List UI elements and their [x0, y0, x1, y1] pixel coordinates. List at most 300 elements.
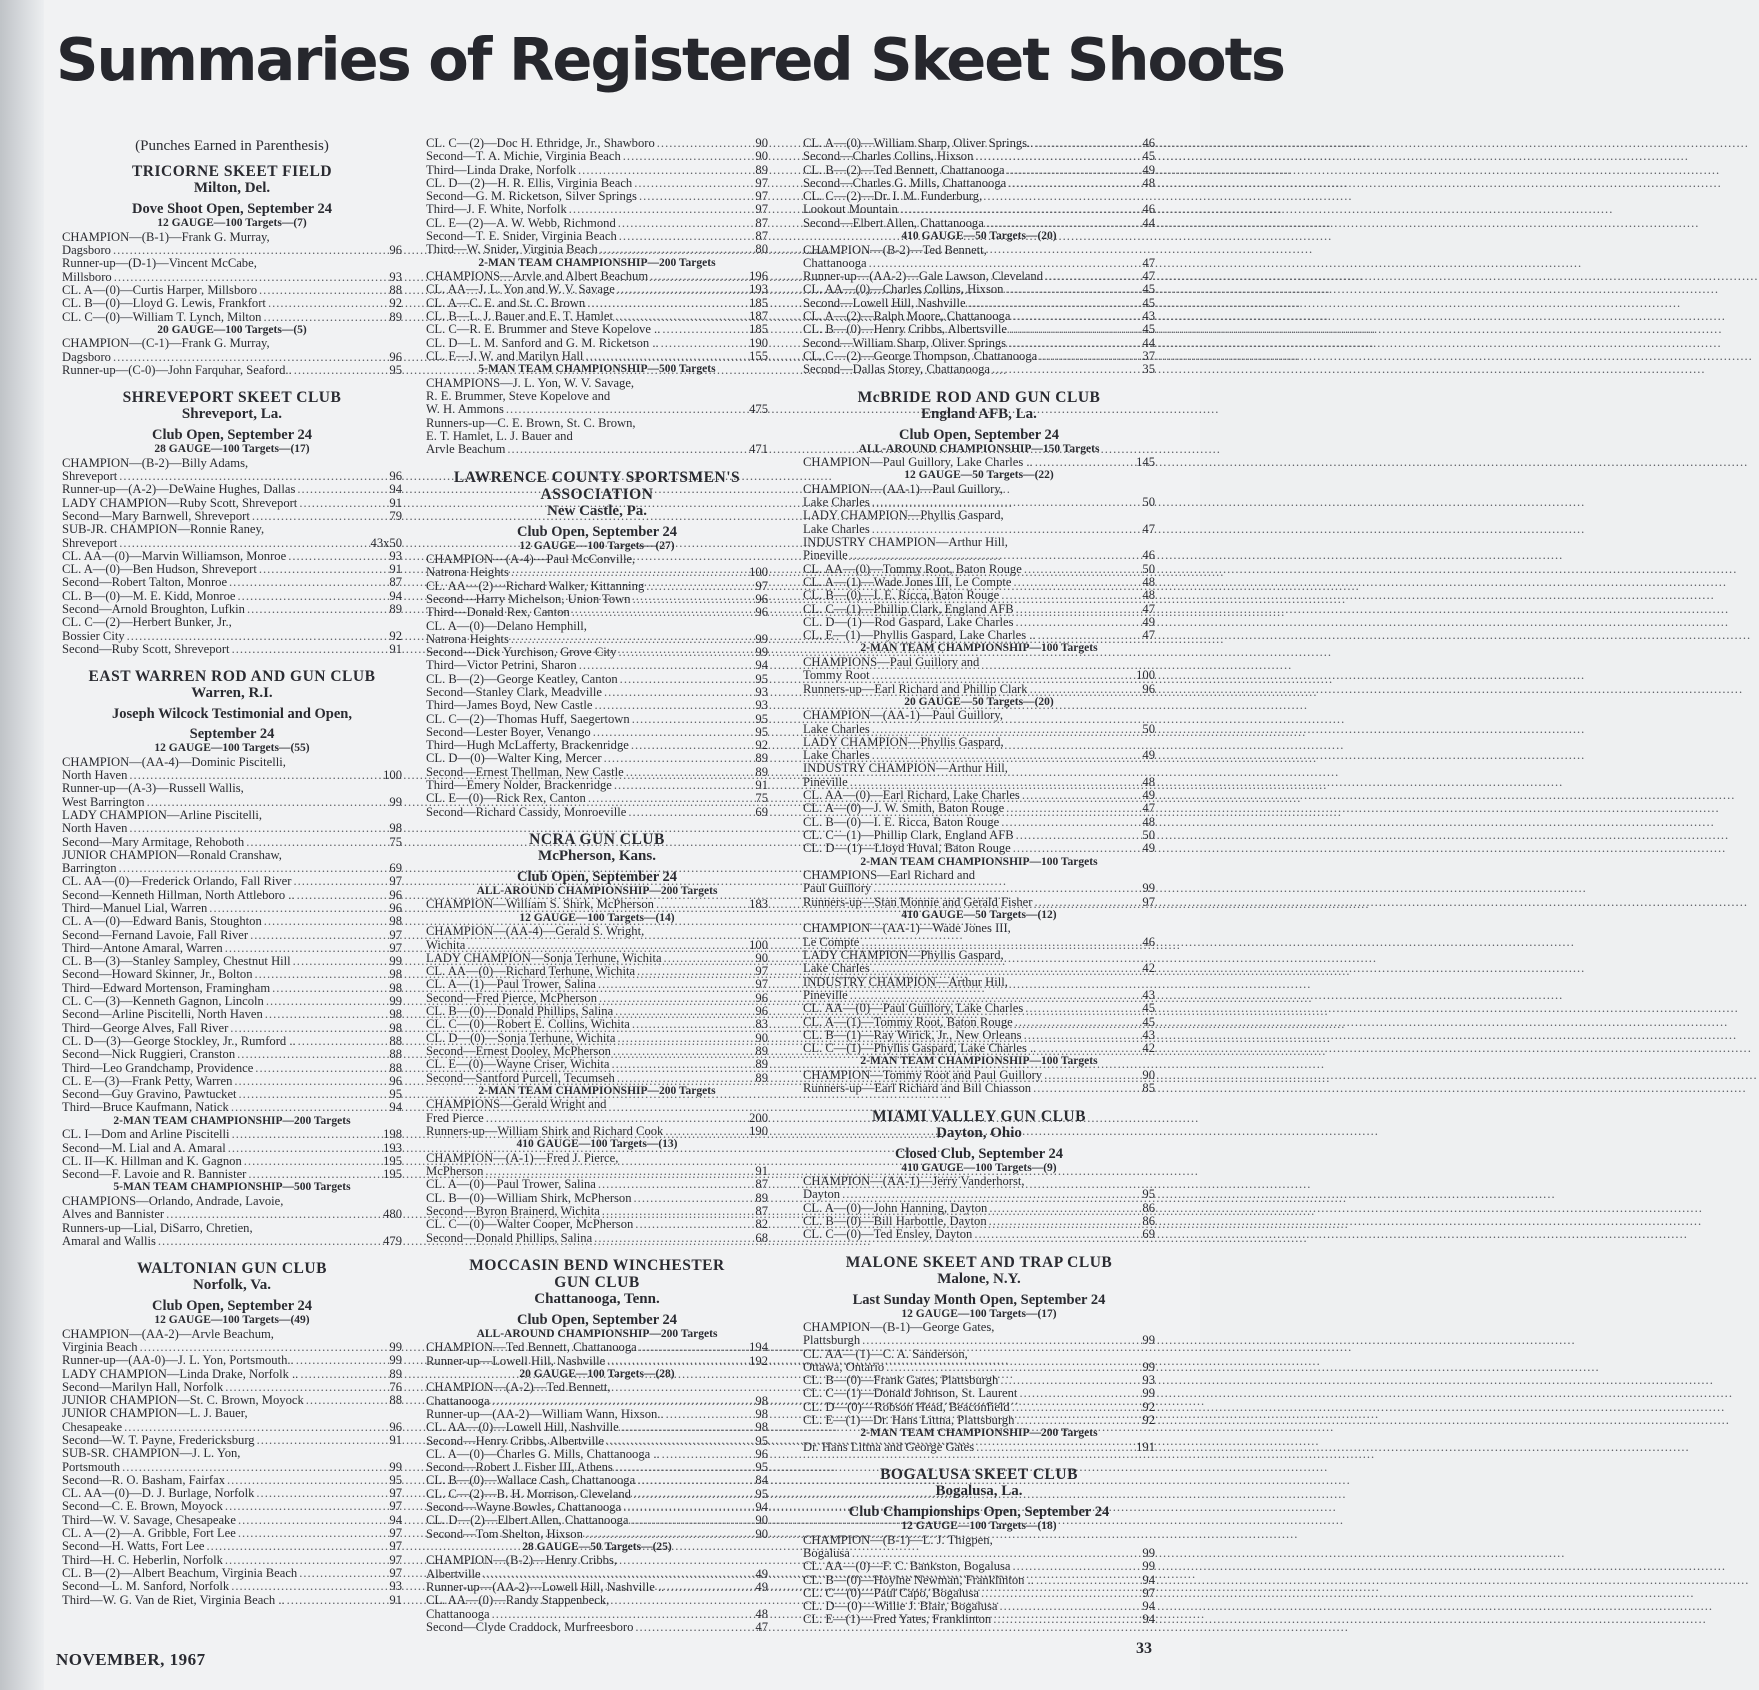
result-score: 98: [389, 980, 402, 995]
result-line: [426, 673, 768, 686]
result-entry: Second—Richard Cassidy, Monroeville: [426, 804, 627, 819]
result-score: 99: [1142, 881, 1155, 896]
dot-leader: [623, 150, 754, 163]
result-entry: Barrington: [62, 861, 117, 876]
result-score: 91: [389, 1432, 402, 1447]
dot-leader: [615, 1461, 754, 1474]
result-entry: CL. C—(0)—William T. Lynch, Milton: [62, 309, 262, 324]
dot-leader: [227, 1474, 387, 1487]
result-line: [426, 1514, 768, 1527]
result-entry: Dagsboro: [62, 243, 111, 258]
result-score: 48: [755, 1606, 768, 1621]
result-line: CL. AA—(0)—Randy Stappenbeck,: [426, 1593, 610, 1608]
result-line: [62, 497, 402, 510]
dot-leader: [607, 1355, 747, 1368]
dot-leader: [124, 1421, 387, 1434]
result-entry: CL. E—(0)—Rick Rex, Canton: [426, 791, 586, 806]
result-line: [803, 1002, 1155, 1015]
result-line: [62, 576, 402, 589]
result-line: [426, 978, 768, 991]
result-line: [803, 1560, 1155, 1573]
result-score: 46: [1142, 548, 1155, 563]
result-line: [426, 1005, 768, 1018]
result-line: [426, 177, 768, 190]
result-entry: Millsboro: [62, 269, 112, 284]
result-line: [62, 875, 402, 888]
result-line: CHAMPION—(AA-2)—Arvle Beachum,: [62, 1326, 274, 1341]
result-line: [62, 1514, 402, 1527]
club-location: Norfolk, Va.: [193, 1277, 271, 1294]
result-line: [803, 350, 1155, 363]
result-score: 90: [755, 149, 768, 164]
result-line: [426, 1448, 768, 1461]
result-entry: CL. C—(2)—George Thompson, Chattanooga: [803, 348, 1038, 363]
result-score: 185: [749, 295, 768, 310]
result-score: 48: [1142, 814, 1155, 829]
club-location: Milton, Del.: [193, 180, 271, 197]
dot-leader: [119, 470, 387, 483]
result-score: 44: [1142, 215, 1155, 230]
result-entry: Third—W. Snider, Virginia Beach: [426, 242, 598, 257]
result-score: 90: [755, 950, 768, 965]
result-entry: CL. A—(0)—Edward Banis, Stoughton: [62, 914, 262, 929]
result-line: [426, 1218, 768, 1231]
result-line: [803, 589, 1155, 602]
result-score: 88: [389, 1047, 402, 1062]
dot-leader: [129, 769, 381, 782]
result-score: 96: [389, 1419, 402, 1434]
result-score: 95: [389, 1472, 402, 1487]
result-entry: CL. A—(0)—Paul Trower, Salina: [426, 1177, 596, 1192]
result-line: [803, 310, 1155, 323]
result-entry: Arvle Beachum: [426, 442, 506, 457]
result-entry: Second—Charles Collins, Hixson: [803, 149, 974, 164]
result-score: 45: [1142, 322, 1155, 337]
result-score: 194: [749, 1340, 768, 1355]
result-score: 92: [755, 738, 768, 753]
result-score: 200: [749, 1110, 768, 1125]
result-score: 96: [389, 900, 402, 915]
dot-leader: [296, 1354, 388, 1367]
result-score: 98: [389, 914, 402, 929]
result-entry: CL. A—(1)—Wade Jones III, Le Compte: [803, 574, 1012, 589]
event-title: Club Open, September 24: [516, 868, 678, 885]
result-line: [426, 1165, 768, 1178]
result-line: [62, 796, 402, 809]
result-entry: Second—F. Lavoie and R. Bannister: [62, 1167, 247, 1182]
dot-leader: [600, 243, 754, 256]
result-score: 155: [749, 348, 768, 363]
result-entry: CL. A—(1)—Tommy Root, Baton Rouge: [803, 1014, 1013, 1029]
result-score: 76: [389, 1379, 402, 1394]
result-line: [803, 1228, 1155, 1241]
club-name: EAST WARREN ROD AND GUN CLUB: [88, 668, 376, 686]
result-entry: CL. A—(2)—Ralph Moore, Chattanooga: [803, 309, 1011, 324]
dot-leader: [299, 497, 387, 510]
result-entry: Dagsboro: [62, 349, 111, 364]
result-score: 79: [389, 508, 402, 523]
result-line: [803, 1188, 1155, 1201]
result-score: 94: [1142, 1572, 1155, 1587]
result-score: 89: [755, 162, 768, 177]
dot-leader: [228, 1142, 381, 1155]
result-line: [803, 723, 1155, 736]
dot-leader: [619, 230, 754, 243]
result-line: CHAMPIONS—J. L. Yon, W. V. Savage,: [426, 375, 635, 390]
dot-leader: [620, 673, 754, 686]
dot-leader: [986, 217, 1141, 230]
result-entry: Pineville: [803, 548, 848, 563]
result-line: [62, 1155, 402, 1168]
result-score: 195: [383, 1153, 402, 1168]
result-entry: CL. C—(1)—Phillip Clark, England AFB: [803, 601, 1014, 616]
result-entry: Second—Byron Brainerd, Wichita: [426, 1203, 600, 1218]
dot-leader: [989, 1215, 1141, 1228]
result-entry: CL. B—(0)—I. E. Ricca, Baton Rouge: [803, 814, 1000, 829]
result-entry: CL. AA—(0)—F. C. Bankston, Bogalusa: [803, 1559, 1011, 1574]
club-location: Shreveport, La.: [181, 406, 283, 423]
result-entry: Second—Ruby Scott, Shreveport: [62, 641, 230, 656]
result-entry: Second—Lowell Hill, Nashville: [803, 295, 966, 310]
dot-leader: [1024, 1029, 1141, 1042]
dot-leader: [662, 323, 747, 336]
result-score: 97: [389, 1552, 402, 1567]
result-score: 49: [1142, 841, 1155, 856]
result-entry: Paul Guillory: [803, 881, 872, 896]
section-heading: 410 GAUGE—50 Targets—(20): [901, 230, 1057, 243]
result-score: 75: [389, 834, 402, 849]
result-entry: CL. AA—(2)—Richard Walker, Kittanning: [426, 578, 645, 593]
result-line: [803, 802, 1155, 815]
dot-leader: [633, 593, 754, 606]
result-entry: CL. E—(3)—Frank Petty, Warren: [62, 1073, 233, 1088]
result-line: [62, 1421, 402, 1434]
result-line: [803, 283, 1155, 296]
result-line: R. E. Brummer, Steve Kopelove and: [426, 389, 611, 404]
result-score: 44: [1142, 335, 1155, 350]
result-score: 94: [1142, 1612, 1155, 1627]
result-line: [803, 842, 1155, 855]
result-line: [426, 203, 768, 216]
result-line: [426, 699, 768, 712]
dot-leader: [1016, 829, 1141, 842]
result-line: [62, 1048, 402, 1061]
result-line: JUNIOR CHAMPION—L. J. Bauer,: [62, 1406, 248, 1421]
result-line: E. T. Hamlet, L. J. Bauer and: [426, 428, 573, 443]
dot-leader: [1014, 576, 1141, 589]
result-line: [62, 1461, 402, 1474]
result-line: [426, 1461, 768, 1474]
result-entry: Third—W. G. Van de Riet, Virginia Beach ..: [62, 1592, 285, 1607]
result-score: 93: [389, 269, 402, 284]
dot-leader: [975, 150, 1140, 163]
dot-leader: [623, 1501, 753, 1514]
result-score: 87: [389, 575, 402, 590]
dot-leader: [231, 1580, 387, 1593]
dot-leader: [621, 1421, 754, 1434]
result-entry: Second—Ernest Dooley, McPherson: [426, 1043, 611, 1058]
dot-leader: [1008, 337, 1140, 350]
result-score: 100: [749, 937, 768, 952]
result-line: [62, 1474, 402, 1487]
result-entry: Second—Robert J. Fisher III, Athens: [426, 1460, 613, 1475]
result-score: 87: [755, 215, 768, 230]
result-score: 89: [755, 751, 768, 766]
result-score: 69: [1142, 1227, 1155, 1242]
result-entry: Runner-up—(AA-0)—J. L. Yon, Portsmouth..: [62, 1353, 294, 1368]
result-score: 93: [755, 698, 768, 713]
dot-leader: [602, 1205, 754, 1218]
result-line: [62, 364, 402, 377]
result-entry: Second—T. E. Snider, Virginia Beach: [426, 229, 617, 244]
result-entry: Third—W. V. Savage, Chesapeake: [62, 1512, 236, 1527]
result-line: [426, 1501, 768, 1514]
result-score: 97: [755, 202, 768, 217]
dot-leader: [992, 363, 1140, 376]
result-entry: CL. B—(0)—William Shirk, McPherson: [426, 1190, 632, 1205]
result-score: 48: [1142, 175, 1155, 190]
result-line: [62, 942, 402, 955]
result-score: 190: [749, 335, 768, 350]
result-entry: CL. AA—(0)—Charles Collins, Hixson: [803, 282, 1004, 297]
dot-leader: [1019, 1387, 1140, 1400]
result-line: [426, 1058, 768, 1071]
result-line: [62, 1540, 402, 1553]
result-score: 47: [755, 1619, 768, 1634]
section-heading: 20 GAUGE—100 Targets—(5): [157, 323, 307, 336]
result-line: [803, 629, 1155, 642]
result-line: CL. C—(2)—Herbert Bunker, Jr.,: [62, 615, 232, 630]
result-line: [426, 792, 768, 805]
result-line: [426, 779, 768, 792]
result-entry: CL. AA—(0)—Frederick Orlando, Fall River: [62, 874, 292, 889]
result-score: 49: [1142, 748, 1155, 763]
result-line: CHAMPIONS—Paul Guillory and: [803, 654, 980, 669]
result-entry: Third—Linda Drake, Norfolk: [426, 162, 577, 177]
dot-leader: [288, 550, 387, 563]
result-line: [62, 1527, 402, 1540]
result-line: [62, 836, 402, 849]
result-entry: Third—George Alves, Fall River: [62, 1020, 229, 1035]
result-entry: Second—Robert Talton, Monroe: [62, 575, 228, 590]
section-heading: 12 GAUGE—100 Targets—(49): [154, 1314, 310, 1327]
result-score: 96: [389, 469, 402, 484]
result-line: [803, 789, 1155, 802]
dot-leader: [646, 580, 753, 593]
result-score: 45: [1142, 282, 1155, 297]
result-line: [62, 1088, 402, 1101]
result-line: [62, 902, 402, 915]
result-entry: Second—Guy Gravino, Pawtucket: [62, 1087, 237, 1102]
result-score: 92: [389, 296, 402, 311]
result-line: [803, 896, 1155, 909]
result-entry: CL. C—(2)—Doc H. Ethridge, Jr., Shawboro: [426, 136, 655, 150]
result-score: 90: [755, 1513, 768, 1528]
result-entry: Chattanooga: [426, 1393, 490, 1408]
result-line: [62, 563, 402, 576]
result-score: 69: [389, 861, 402, 876]
dot-leader: [257, 1434, 388, 1447]
result-score: 50: [1142, 827, 1155, 842]
result-score: 89: [755, 1070, 768, 1085]
section-heading: 2-MAN TEAM CHAMPIONSHIP—200 Targets: [478, 256, 716, 269]
result-line: [426, 752, 768, 765]
result-score: 198: [383, 1127, 402, 1142]
result-score: 93: [389, 548, 402, 563]
result-entry: CL. C—(0)—Ted Ensley, Dayton: [803, 1227, 973, 1242]
dot-leader: [886, 1361, 1140, 1374]
result-line: [803, 1574, 1155, 1587]
section-heading: 12 GAUGE—100 Targets—(18): [901, 1520, 1057, 1533]
result-score: 97: [389, 874, 402, 889]
result-entry: CL. AA—J. L. Yon and W. V. Savage: [426, 282, 615, 297]
result-score: 48: [1142, 574, 1155, 589]
result-score: 96: [389, 887, 402, 902]
result-score: 93: [755, 685, 768, 699]
result-score: 98: [755, 1406, 768, 1421]
result-entry: Third—Manuel Lial, Warren: [62, 900, 208, 915]
result-entry: Bossier City: [62, 628, 125, 643]
result-line: [426, 1205, 768, 1218]
dot-leader: [633, 1488, 753, 1501]
result-entry: CL. A—(2)—A. Gribble, Fort Lee: [62, 1526, 236, 1541]
result-entry: LADY CHAMPION—Linda Drake, Norfolk ..: [62, 1366, 299, 1381]
dot-leader: [666, 1581, 753, 1594]
result-line: [62, 1434, 402, 1447]
result-line: [62, 1062, 402, 1075]
dot-leader: [872, 669, 1134, 682]
dot-leader: [255, 968, 388, 981]
dot-leader: [234, 1075, 387, 1088]
result-score: 96: [755, 1004, 768, 1019]
result-line: [426, 992, 768, 1005]
result-score: 84: [755, 1473, 768, 1488]
section-heading: 12 GAUGE—100 Targets—(14): [519, 911, 675, 924]
dot-leader: [250, 929, 387, 942]
result-entry: Pineville: [803, 774, 848, 789]
result-entry: CL. B—(1)—Ray Wirick, Jr., New Orleans: [803, 1027, 1022, 1042]
result-score: 89: [755, 1043, 768, 1058]
result-score: 89: [755, 1057, 768, 1072]
event-title: Closed Club, September 24: [894, 1145, 1064, 1162]
result-line: INDUSTRY CHAMPION—Arthur Hill,: [803, 974, 1008, 989]
result-entry: CL. B—(2)—Ted Bennett, Chattanooga: [803, 162, 1005, 177]
result-entry: Second—C. E. Brown, Moyock: [62, 1499, 223, 1514]
dot-leader: [113, 244, 387, 257]
result-score: 82: [755, 1217, 768, 1232]
club-name: BOGALUSA SKEET CLUB: [880, 1466, 1078, 1484]
result-entry: CL. E—J. W. and Marilyn Hall: [426, 348, 584, 363]
dot-leader: [294, 364, 388, 377]
result-line: [62, 510, 402, 523]
result-entry: Pineville: [803, 987, 848, 1002]
result-entry: Shreveport: [62, 535, 118, 550]
result-score: 95: [755, 1433, 768, 1448]
dot-leader: [862, 1334, 1140, 1347]
dot-leader: [632, 1018, 754, 1031]
result-entry: CL. A—(0)—Curtis Harper, Millsboro: [62, 282, 258, 297]
result-line: [62, 862, 402, 875]
dot-leader: [578, 164, 753, 177]
result-entry: Second—Arnold Broughton, Lufkin: [62, 602, 245, 617]
dot-leader: [631, 739, 754, 752]
result-score: 193: [749, 282, 768, 297]
dot-leader: [615, 1005, 753, 1018]
result-line: [426, 633, 768, 646]
result-entry: Second—Charles G. Mills, Chattanooga: [803, 175, 1007, 190]
dot-leader: [1000, 1374, 1140, 1387]
result-score: 480: [383, 1207, 402, 1222]
result-score: 190: [749, 1123, 768, 1138]
result-line: [803, 1401, 1155, 1414]
result-entry: Third—Hugh McLafferty, Brackenridge: [426, 738, 629, 753]
dot-leader: [617, 283, 747, 296]
section-heading: 28 GAUGE—50 Targets—(25): [522, 1540, 672, 1553]
result-entry: CL. AA—(0)—Paul Guillory, Lake Charles: [803, 1001, 1024, 1016]
dot-leader: [594, 1232, 753, 1245]
dot-leader: [626, 766, 754, 779]
result-entry: West Barrington: [62, 794, 145, 809]
result-score: 96: [389, 349, 402, 364]
result-line: [62, 643, 402, 656]
result-entry: CL. E—(1)—Dr. Hans Littna, Plattsburgh: [803, 1413, 1015, 1428]
result-score: 191: [1136, 1439, 1155, 1454]
section-heading: 12 GAUGE—50 Targets—(22): [904, 469, 1054, 482]
result-line: [62, 1035, 402, 1048]
results-column-2: [426, 137, 768, 1634]
dot-leader: [588, 792, 754, 805]
dot-leader: [1016, 616, 1141, 629]
result-score: 91: [389, 1592, 402, 1607]
result-entry: Lake Charles: [803, 495, 870, 510]
result-entry: JUNIOR CHAMPION—St. C. Brown, Moyock: [62, 1393, 304, 1408]
result-entry: CL. B—(0)—Frank Gates, Plattsburgh: [803, 1373, 999, 1388]
result-entry: CL. E—(2)—A. W. Webb, Richmond: [426, 215, 616, 230]
result-line: CHAMPION—(A-2)—Ted Bennett,: [426, 1380, 611, 1395]
result-entry: Second—H. Watts, Fort Lee: [62, 1539, 205, 1554]
result-line: LADY CHAMPION—Phyllis Gaspard,: [803, 734, 1004, 749]
dot-leader: [230, 1022, 387, 1035]
dot-leader: [238, 1514, 387, 1527]
result-entry: W. H. Ammons: [426, 402, 504, 417]
dot-leader: [852, 1547, 1141, 1560]
result-line: Runners-up—C. E. Brown, St. C. Brown,: [426, 415, 636, 430]
result-entry: Second—Mary Barnwell, Shreveport: [62, 508, 250, 523]
result-score: 192: [749, 1353, 768, 1368]
result-score: 89: [755, 764, 768, 779]
result-score: 88: [389, 1393, 402, 1408]
dot-leader: [265, 1008, 388, 1021]
dot-leader: [850, 989, 1141, 1002]
dot-leader: [114, 271, 388, 284]
result-entry: Third—James Boyd, New Castle: [426, 698, 593, 713]
result-score: 96: [389, 243, 402, 258]
result-entry: Lake Charles: [803, 521, 870, 536]
result-line: [426, 1408, 768, 1421]
dot-leader: [293, 955, 388, 968]
result-line: [803, 603, 1155, 616]
result-entry: Dayton: [803, 1187, 841, 1202]
club-location: Dayton, Ohio: [936, 1124, 1022, 1141]
result-line: [62, 603, 402, 616]
dot-leader: [238, 590, 388, 603]
result-entry: Second—Dallas Storey, Chattanooga: [803, 362, 990, 377]
result-entry: Runner-up—(AA-2)—William Wann, Hixson..: [426, 1406, 664, 1421]
result-entry: CL. D—(3)—George Stockley, Jr., Rumford ..: [62, 1033, 296, 1048]
result-entry: Second—Nick Ruggieri, Cranston: [62, 1047, 236, 1062]
dot-leader: [569, 203, 754, 216]
dot-leader: [299, 1567, 387, 1580]
